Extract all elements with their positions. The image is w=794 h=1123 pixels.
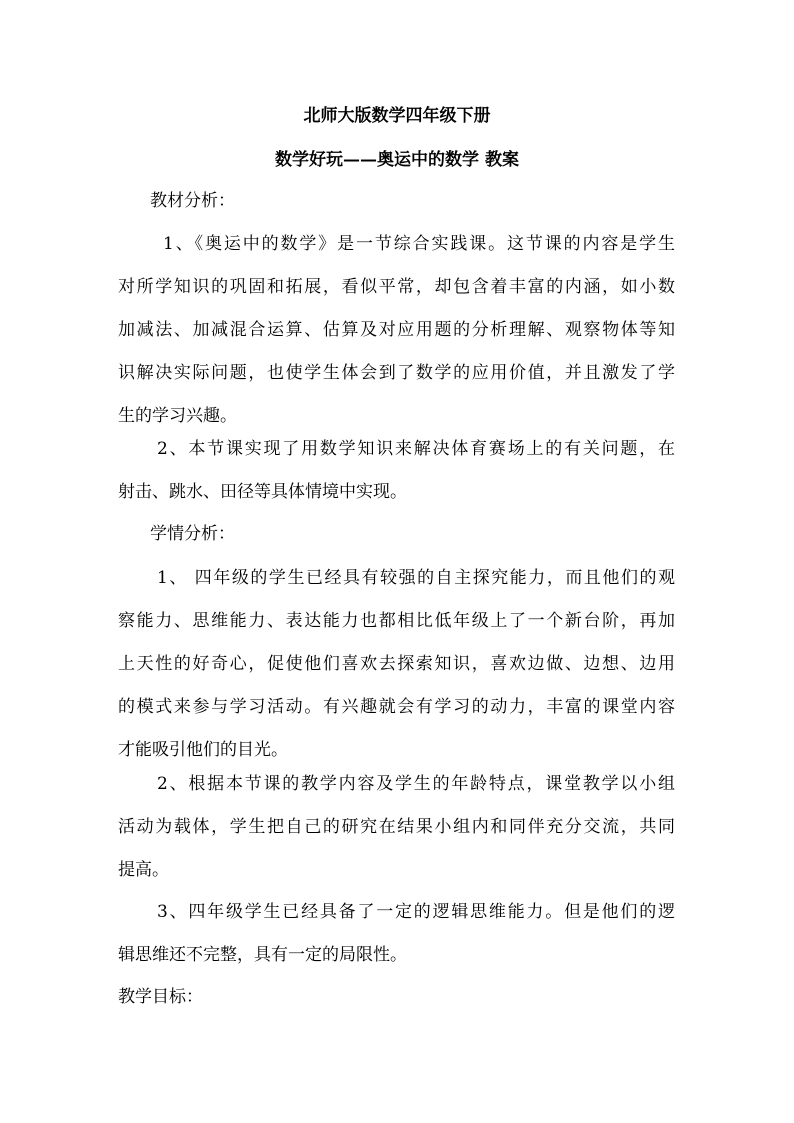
paragraph-line: 提高。	[118, 860, 169, 880]
paragraph-line: 活动为载体，学生把自己的研究在结果小组内和同伴充分交流，共同	[118, 817, 675, 837]
paragraph-line: 的模式来参与学习活动。有兴趣就会有学习的动力，丰富的课堂内容	[118, 697, 675, 717]
section-heading-goals: 教学目标：	[118, 987, 203, 1007]
paragraph-line: 加减法、加减混合运算、估算及对应用题的分析理解、观察物体等知	[118, 320, 675, 340]
paragraph-line: 2、本节课实现了用数学知识来解决体育赛场上的有关问题，在	[157, 439, 675, 459]
paragraph-line: 射击、跳水、田径等具体情境中实现。	[118, 482, 407, 502]
paragraph-line: 1、《奥运中的数学》是一节综合实践课。这节课的内容是学生	[163, 234, 675, 254]
paragraph-line: 生的学习兴趣。	[118, 406, 237, 426]
section-heading-student: 学情分析：	[150, 524, 235, 544]
paragraph-line: 才能吸引他们的目光。	[118, 740, 288, 760]
paragraph-line: 识解决实际问题，也使学生体会到了数学的应用价值，并且激发了学	[118, 363, 675, 383]
paragraph-line: 对所学知识的巩固和拓展，看似平常，却包含着丰富的内涵，如小数	[118, 277, 675, 297]
section-heading-material: 教材分析：	[150, 191, 235, 211]
paragraph-line: 1、 四年级的学生已经具有较强的自主探究能力，而且他们的观	[157, 568, 675, 588]
document-title: 北师大版数学四年级下册	[303, 106, 491, 126]
paragraph-line: 辑思维还不完整，具有一定的局限性。	[118, 945, 407, 965]
paragraph-line: 上天性的好奇心，促使他们喜欢去探索知识，喜欢边做、边想、边用	[118, 654, 675, 674]
document-subtitle: 数学好玩——奥运中的数学 教案	[275, 150, 519, 170]
paragraph-line: 2、根据本节课的教学内容及学生的年龄特点，课堂教学以小组	[157, 774, 675, 794]
paragraph-line: 察能力、思维能力、表达能力也都相比低年级上了一个新台阶，再加	[118, 611, 675, 631]
paragraph-line: 3、四年级学生已经具备了一定的逻辑思维能力。但是他们的逻	[157, 902, 675, 922]
